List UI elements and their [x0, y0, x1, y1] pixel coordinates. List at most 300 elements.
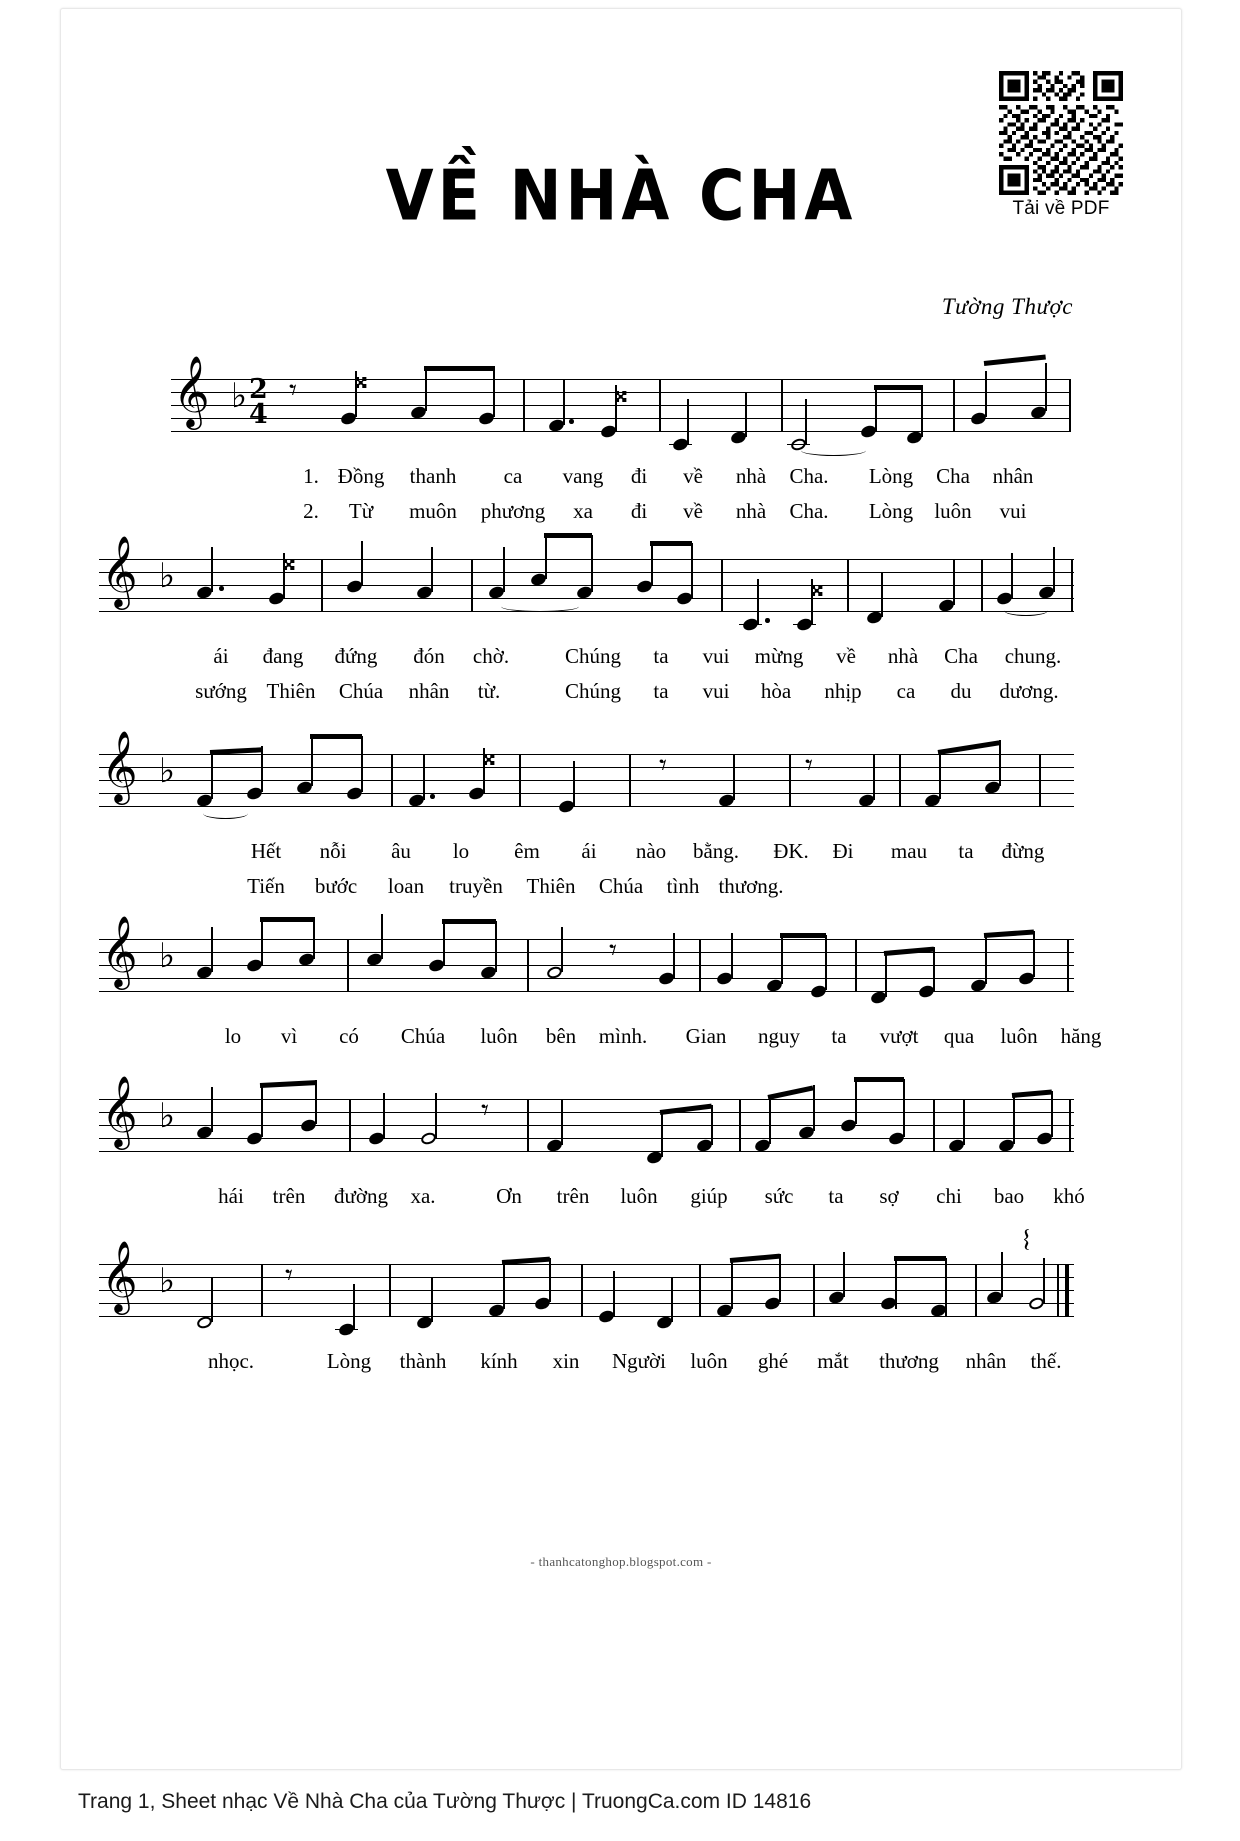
lyric-word: đi [630, 499, 648, 523]
lyric-row-verse1 [61, 1349, 1181, 1379]
note-stem [671, 1277, 673, 1322]
beam [660, 1104, 712, 1115]
fermata-icon: 𝄔 [1023, 1226, 1030, 1256]
barline [739, 1099, 741, 1152]
staff-line [99, 1290, 1074, 1291]
beam [260, 1080, 316, 1088]
lyric-word: nhân [965, 1349, 1007, 1373]
lyric-word: tình [666, 874, 700, 898]
staff-line [99, 780, 1074, 781]
note-stem [895, 1258, 897, 1309]
lyric-word: ta [828, 1184, 844, 1208]
note-stem [661, 1112, 663, 1157]
lyric-word: vui [702, 644, 730, 668]
barline [847, 559, 849, 612]
beam [984, 355, 1046, 366]
lyric-word: thương [879, 1349, 939, 1373]
lyric-word: nỗi [319, 839, 347, 863]
staff-line [99, 559, 1074, 560]
key-signature-flat: ♭ [159, 751, 176, 791]
lyric-word: phương [480, 499, 546, 523]
note-flag: 𝄪 [810, 569, 824, 604]
barline [527, 1099, 529, 1152]
barline-end [1069, 379, 1071, 432]
beam [854, 1077, 904, 1082]
lyric-word: ái [213, 644, 229, 668]
note-stem [423, 754, 425, 800]
note-stem [1013, 1095, 1015, 1144]
note-stem [381, 914, 383, 959]
note-stem [873, 755, 875, 800]
rest-quarter: 𝄾 [805, 748, 813, 783]
lyric-word: luôn [934, 499, 972, 523]
key-signature-flat: ♭ [231, 376, 248, 416]
note-flag: 𝄪 [482, 738, 496, 773]
barline-end [1039, 754, 1041, 807]
note-stem [757, 579, 759, 624]
rest-quarter: 𝄾 [659, 748, 667, 783]
lyric-word: mau [890, 839, 928, 863]
lyric-row-verse1 [61, 839, 1181, 869]
note-flag: 𝄪 [354, 361, 368, 396]
note-stem [1051, 1091, 1053, 1137]
lyric-word: nhà [735, 499, 767, 523]
staff-3 [99, 729, 1074, 806]
note-stem [211, 1087, 213, 1132]
barline [261, 1264, 263, 1317]
rest-quarter: 𝄾 [481, 1093, 489, 1128]
lyric-word: Ơn [496, 1184, 522, 1208]
staff-line [99, 965, 1074, 966]
staff-1 [171, 354, 1071, 431]
note-stem [1043, 1258, 1045, 1303]
note-stem [881, 572, 883, 617]
lyric-word: ta [958, 839, 974, 863]
note-stem [495, 921, 497, 972]
lyric-word: Thiên [266, 679, 316, 703]
note-stem [945, 1258, 947, 1316]
barline [899, 754, 901, 807]
note-flag: 𝄪 [614, 375, 628, 410]
note-stem [591, 535, 593, 592]
staff-5 [99, 1074, 1074, 1151]
lyric-word: bao [993, 1184, 1025, 1208]
lyric-word: nhân [992, 464, 1034, 488]
note-flag: 𝄪 [282, 543, 296, 578]
augmentation-dot [765, 618, 770, 623]
lyric-word: Cha. [789, 464, 829, 488]
lyric-word: ĐK. [773, 839, 809, 863]
augmentation-dot [430, 794, 435, 799]
barline [933, 1099, 935, 1152]
lyric-word: thành [399, 1349, 447, 1373]
lyric-row-verse2 [61, 679, 1181, 709]
lyric-word: Cha [936, 464, 970, 488]
lyric-word: hòa [760, 679, 792, 703]
sheet-paper [60, 8, 1182, 1770]
note-stem [875, 386, 877, 431]
lyric-word: ghé [757, 1349, 789, 1373]
beam [544, 533, 592, 538]
note-stem [315, 1080, 317, 1124]
note-stem [813, 1085, 815, 1131]
blog-watermark: - thanhcatonghop.blogspot.com - [530, 1554, 712, 1569]
lyric-word: mừng [754, 644, 804, 668]
staff-line [99, 1099, 1074, 1100]
note-stem [885, 952, 887, 997]
note-stem [843, 1252, 845, 1297]
lyric-word: bước [314, 874, 358, 898]
lyric-word: êm [514, 839, 540, 863]
note-stem [431, 547, 433, 592]
lyric-word: nhà [887, 644, 919, 668]
treble-clef-icon: 𝄞 [101, 534, 138, 607]
lyric-word: sức [764, 1184, 794, 1208]
staff-line [99, 1125, 1074, 1126]
lyric-word: Gian [685, 1024, 727, 1048]
lyric-word: đứng [334, 644, 378, 668]
staff-line [99, 1316, 1074, 1317]
staff-2 [99, 534, 1074, 611]
note-stem [1053, 547, 1055, 592]
beam [1012, 1090, 1052, 1098]
beam [424, 366, 495, 371]
ledger-line [335, 1329, 358, 1330]
barline-end [1067, 939, 1069, 992]
note-stem [313, 917, 315, 959]
treble-clef-icon: 𝄞 [101, 1074, 138, 1147]
treble-clef-icon: 𝄞 [101, 729, 138, 802]
note-stem [361, 541, 363, 586]
lyric-word: thanh [409, 464, 457, 488]
staff-line [99, 939, 1074, 940]
note-stem [825, 935, 827, 990]
note-stem [691, 543, 693, 598]
lyric-word: Từ [348, 499, 374, 523]
barline [389, 1264, 391, 1317]
lyric-word: đường [334, 1184, 388, 1208]
time-signature: 2 4 [249, 374, 268, 430]
barline [813, 1264, 815, 1317]
barline-final [1065, 1264, 1069, 1317]
barline [953, 379, 955, 432]
note-stem [903, 1079, 905, 1137]
note-stem [933, 947, 935, 991]
lyric-word: Chúng [564, 679, 622, 703]
beam [938, 740, 1000, 755]
lyric-word: Đồng [337, 464, 385, 488]
note-stem [687, 399, 689, 444]
note-stem [855, 1079, 857, 1124]
lyric-word: có [339, 1024, 359, 1048]
staff-line [171, 431, 1071, 432]
lyric-word: bằng. [692, 839, 740, 863]
lyric-word: Chúa [598, 874, 644, 898]
beam [650, 541, 692, 546]
note-stem [261, 746, 263, 792]
lyric-word: đừng [1001, 839, 1045, 863]
staff-line [99, 793, 1074, 794]
ledger-line [787, 444, 810, 445]
note-stem [443, 921, 445, 965]
lyric-row-verse2 [61, 499, 1181, 529]
qr-download-label[interactable]: Tải về PDF [1012, 198, 1110, 219]
note-stem [211, 1277, 213, 1322]
lyric-word: lo [452, 839, 470, 863]
barline [581, 1264, 583, 1317]
lyric-word: khó [1053, 1184, 1085, 1208]
note-stem [431, 1277, 433, 1322]
note-stem [651, 543, 653, 586]
note-stem [435, 1093, 437, 1138]
staff-line [99, 1151, 1074, 1152]
lyric-word: truyền [449, 874, 503, 898]
beam [894, 1256, 946, 1261]
lyric-word: luôn [480, 1024, 518, 1048]
lyric-word: vượt [879, 1024, 919, 1048]
lyric-word: nào [635, 839, 667, 863]
lyric-verse-number: 1. [303, 464, 319, 488]
staff-line [99, 572, 1074, 573]
lyric-word: nhân [408, 679, 450, 703]
lyric-word: trên [556, 1184, 590, 1208]
note-stem [953, 560, 955, 605]
lyric-word: Cha. [789, 499, 829, 523]
lyric-word: sướng [195, 679, 247, 703]
slur [801, 445, 866, 456]
staff-line [99, 611, 1074, 612]
lyric-word: Chúng [564, 644, 622, 668]
beam [884, 947, 934, 956]
staff-line [99, 978, 1074, 979]
lyric-word: vì [280, 1024, 298, 1048]
note-stem [733, 755, 735, 800]
note-stem [561, 1100, 563, 1145]
rest-quarter: 𝄾 [609, 933, 617, 968]
slur [203, 808, 248, 819]
lyric-word: ta [653, 679, 669, 703]
note-stem [1011, 553, 1013, 598]
staff-line [99, 767, 1074, 768]
rest-eighth: 𝄾 [289, 373, 297, 408]
note-stem [673, 933, 675, 978]
note-stem [613, 1271, 615, 1316]
lyric-word: về [683, 499, 703, 523]
lyric-word: vang [562, 464, 604, 488]
key-signature-flat: ♭ [159, 936, 176, 976]
lyric-word: lo [224, 1024, 242, 1048]
note-stem [779, 1254, 781, 1302]
page-footer: Trang 1, Sheet nhạc Về Nhà Cha của Tường Thược | TruongCa.com ID 14816 [78, 1790, 812, 1813]
lyric-word: về [836, 644, 856, 668]
lyric-word: giúp [690, 1184, 728, 1208]
note-stem [361, 736, 363, 792]
lyric-word: vui [999, 499, 1027, 523]
lyric-word: âu [391, 839, 411, 863]
lyric-word: vui [702, 679, 730, 703]
lyric-row-verse1 [61, 464, 1181, 494]
lyric-word: Đi [832, 839, 854, 863]
note-stem [211, 927, 213, 972]
note-stem [769, 1097, 771, 1144]
beam [874, 385, 923, 390]
staff-line [99, 1303, 1074, 1304]
lyric-word: từ. [477, 679, 501, 703]
lyric-word: xa. [410, 1184, 436, 1208]
barline [659, 379, 661, 432]
note-stem [311, 736, 313, 786]
lyric-word: Chúa [338, 679, 384, 703]
lyric-word: ta [831, 1024, 847, 1048]
lyric-word: chi [936, 1184, 962, 1208]
barline [349, 1099, 351, 1152]
lyric-word: hăng [1060, 1024, 1102, 1048]
beam [730, 1254, 780, 1263]
lyric-word: xin [552, 1349, 580, 1373]
note-stem [545, 534, 547, 579]
barline [471, 559, 473, 612]
beam [780, 933, 826, 938]
lyric-word: luôn [1000, 1024, 1038, 1048]
lyric-word: Lòng [326, 1349, 372, 1373]
note-stem [963, 1100, 965, 1145]
lyric-word: luôn [620, 1184, 658, 1208]
lyric-word: nhịp [824, 679, 862, 703]
barline-end [1069, 1099, 1071, 1152]
note-stem [549, 1258, 551, 1302]
lyric-verse-number: 2. [303, 499, 319, 523]
slur [501, 601, 579, 612]
lyric-word: Cha [944, 644, 978, 668]
lyric-word: hái [218, 1184, 244, 1208]
note-stem [1045, 363, 1047, 411]
lyric-word: ca [503, 464, 523, 488]
note-stem [353, 1284, 355, 1329]
lyric-word: loan [387, 874, 425, 898]
lyric-word: trên [272, 1184, 306, 1208]
treble-clef-icon: 𝄞 [101, 914, 138, 987]
key-signature-flat: ♭ [159, 556, 176, 596]
note-stem [985, 371, 987, 417]
note-stem [573, 761, 575, 806]
lyric-word: chung. [1004, 644, 1062, 668]
note-stem [503, 1262, 505, 1309]
barline [781, 379, 783, 432]
lyric-word: luôn [690, 1349, 728, 1373]
lyric-word: chờ. [472, 644, 510, 668]
note-stem [425, 367, 427, 411]
note-stem [211, 752, 213, 799]
barline [789, 754, 791, 807]
note-stem [493, 367, 495, 417]
slur [1004, 605, 1048, 616]
page-title: VỀ NHÀ CHA [385, 154, 857, 237]
note-stem [1001, 1252, 1003, 1297]
staff-line [99, 1264, 1074, 1265]
note-stem [261, 919, 263, 965]
lyric-word: ca [896, 679, 916, 703]
lyric-word: nhà [735, 464, 767, 488]
staff-line [99, 1277, 1074, 1278]
lyric-word: Người [612, 1349, 666, 1373]
beam [767, 1085, 813, 1099]
composer-name: Tường Thược [941, 294, 1073, 319]
augmentation-dot [219, 586, 224, 591]
barline [347, 939, 349, 992]
barline [975, 1264, 977, 1317]
lyric-word: Hết [250, 839, 282, 863]
lyric-word: Lòng [868, 464, 914, 488]
barline [391, 754, 393, 807]
key-signature-flat: ♭ [159, 1261, 176, 1301]
rest-quarter: 𝄾 [285, 1258, 293, 1293]
key-signature-flat: ♭ [159, 1096, 176, 1136]
lyric-word: ái [581, 839, 597, 863]
beam [310, 734, 362, 739]
lyric-word: Thiên [526, 874, 576, 898]
lyric-word: xa [573, 499, 593, 523]
lyric-word: thương. [718, 874, 784, 898]
lyric-word: ta [653, 644, 669, 668]
lyric-row-verse1 [61, 1184, 1181, 1214]
barline [519, 754, 521, 807]
barline [523, 379, 525, 432]
barline-end [1071, 559, 1073, 612]
lyric-word: thế. [1030, 1349, 1062, 1373]
note-stem [211, 547, 213, 592]
lyric-word: mình. [598, 1024, 648, 1048]
note-stem [561, 927, 563, 972]
staff-line [99, 754, 1074, 755]
lyric-word: đi [630, 464, 648, 488]
staff-line [99, 1138, 1074, 1139]
lyric-word: bên [545, 1024, 577, 1048]
barline [527, 939, 529, 992]
staff-4 [99, 914, 1074, 991]
note-stem [999, 740, 1001, 786]
lyric-row-verse1 [61, 1024, 1181, 1054]
lyric-word: kính [480, 1349, 518, 1373]
note-stem [985, 935, 987, 984]
note-stem [731, 933, 733, 978]
treble-clef-icon: 𝄞 [173, 354, 210, 427]
augmentation-dot [569, 419, 574, 424]
note-stem [711, 1105, 713, 1145]
lyric-word: nhọc. [207, 1349, 255, 1373]
barline [629, 754, 631, 807]
lyric-word: Chúa [400, 1024, 446, 1048]
note-stem [1033, 931, 1035, 977]
lyric-word: mắt [817, 1349, 849, 1373]
lyric-word: muôn [409, 499, 457, 523]
lyric-row-verse1 [61, 644, 1181, 674]
beam [442, 919, 496, 924]
note-stem [503, 547, 505, 592]
barline [699, 939, 701, 992]
lyric-word: Lòng [868, 499, 914, 523]
lyric-word: nguy [758, 1024, 800, 1048]
note-stem [781, 935, 783, 984]
note-stem [805, 399, 807, 444]
staff-line [171, 418, 1071, 419]
note-stem [563, 379, 565, 425]
note-stem [939, 752, 941, 799]
lyric-word: dương. [999, 679, 1059, 703]
barline [981, 559, 983, 612]
staff-6 [99, 1226, 1074, 1316]
lyric-word: qua [943, 1024, 975, 1048]
note-stem [383, 1093, 385, 1138]
